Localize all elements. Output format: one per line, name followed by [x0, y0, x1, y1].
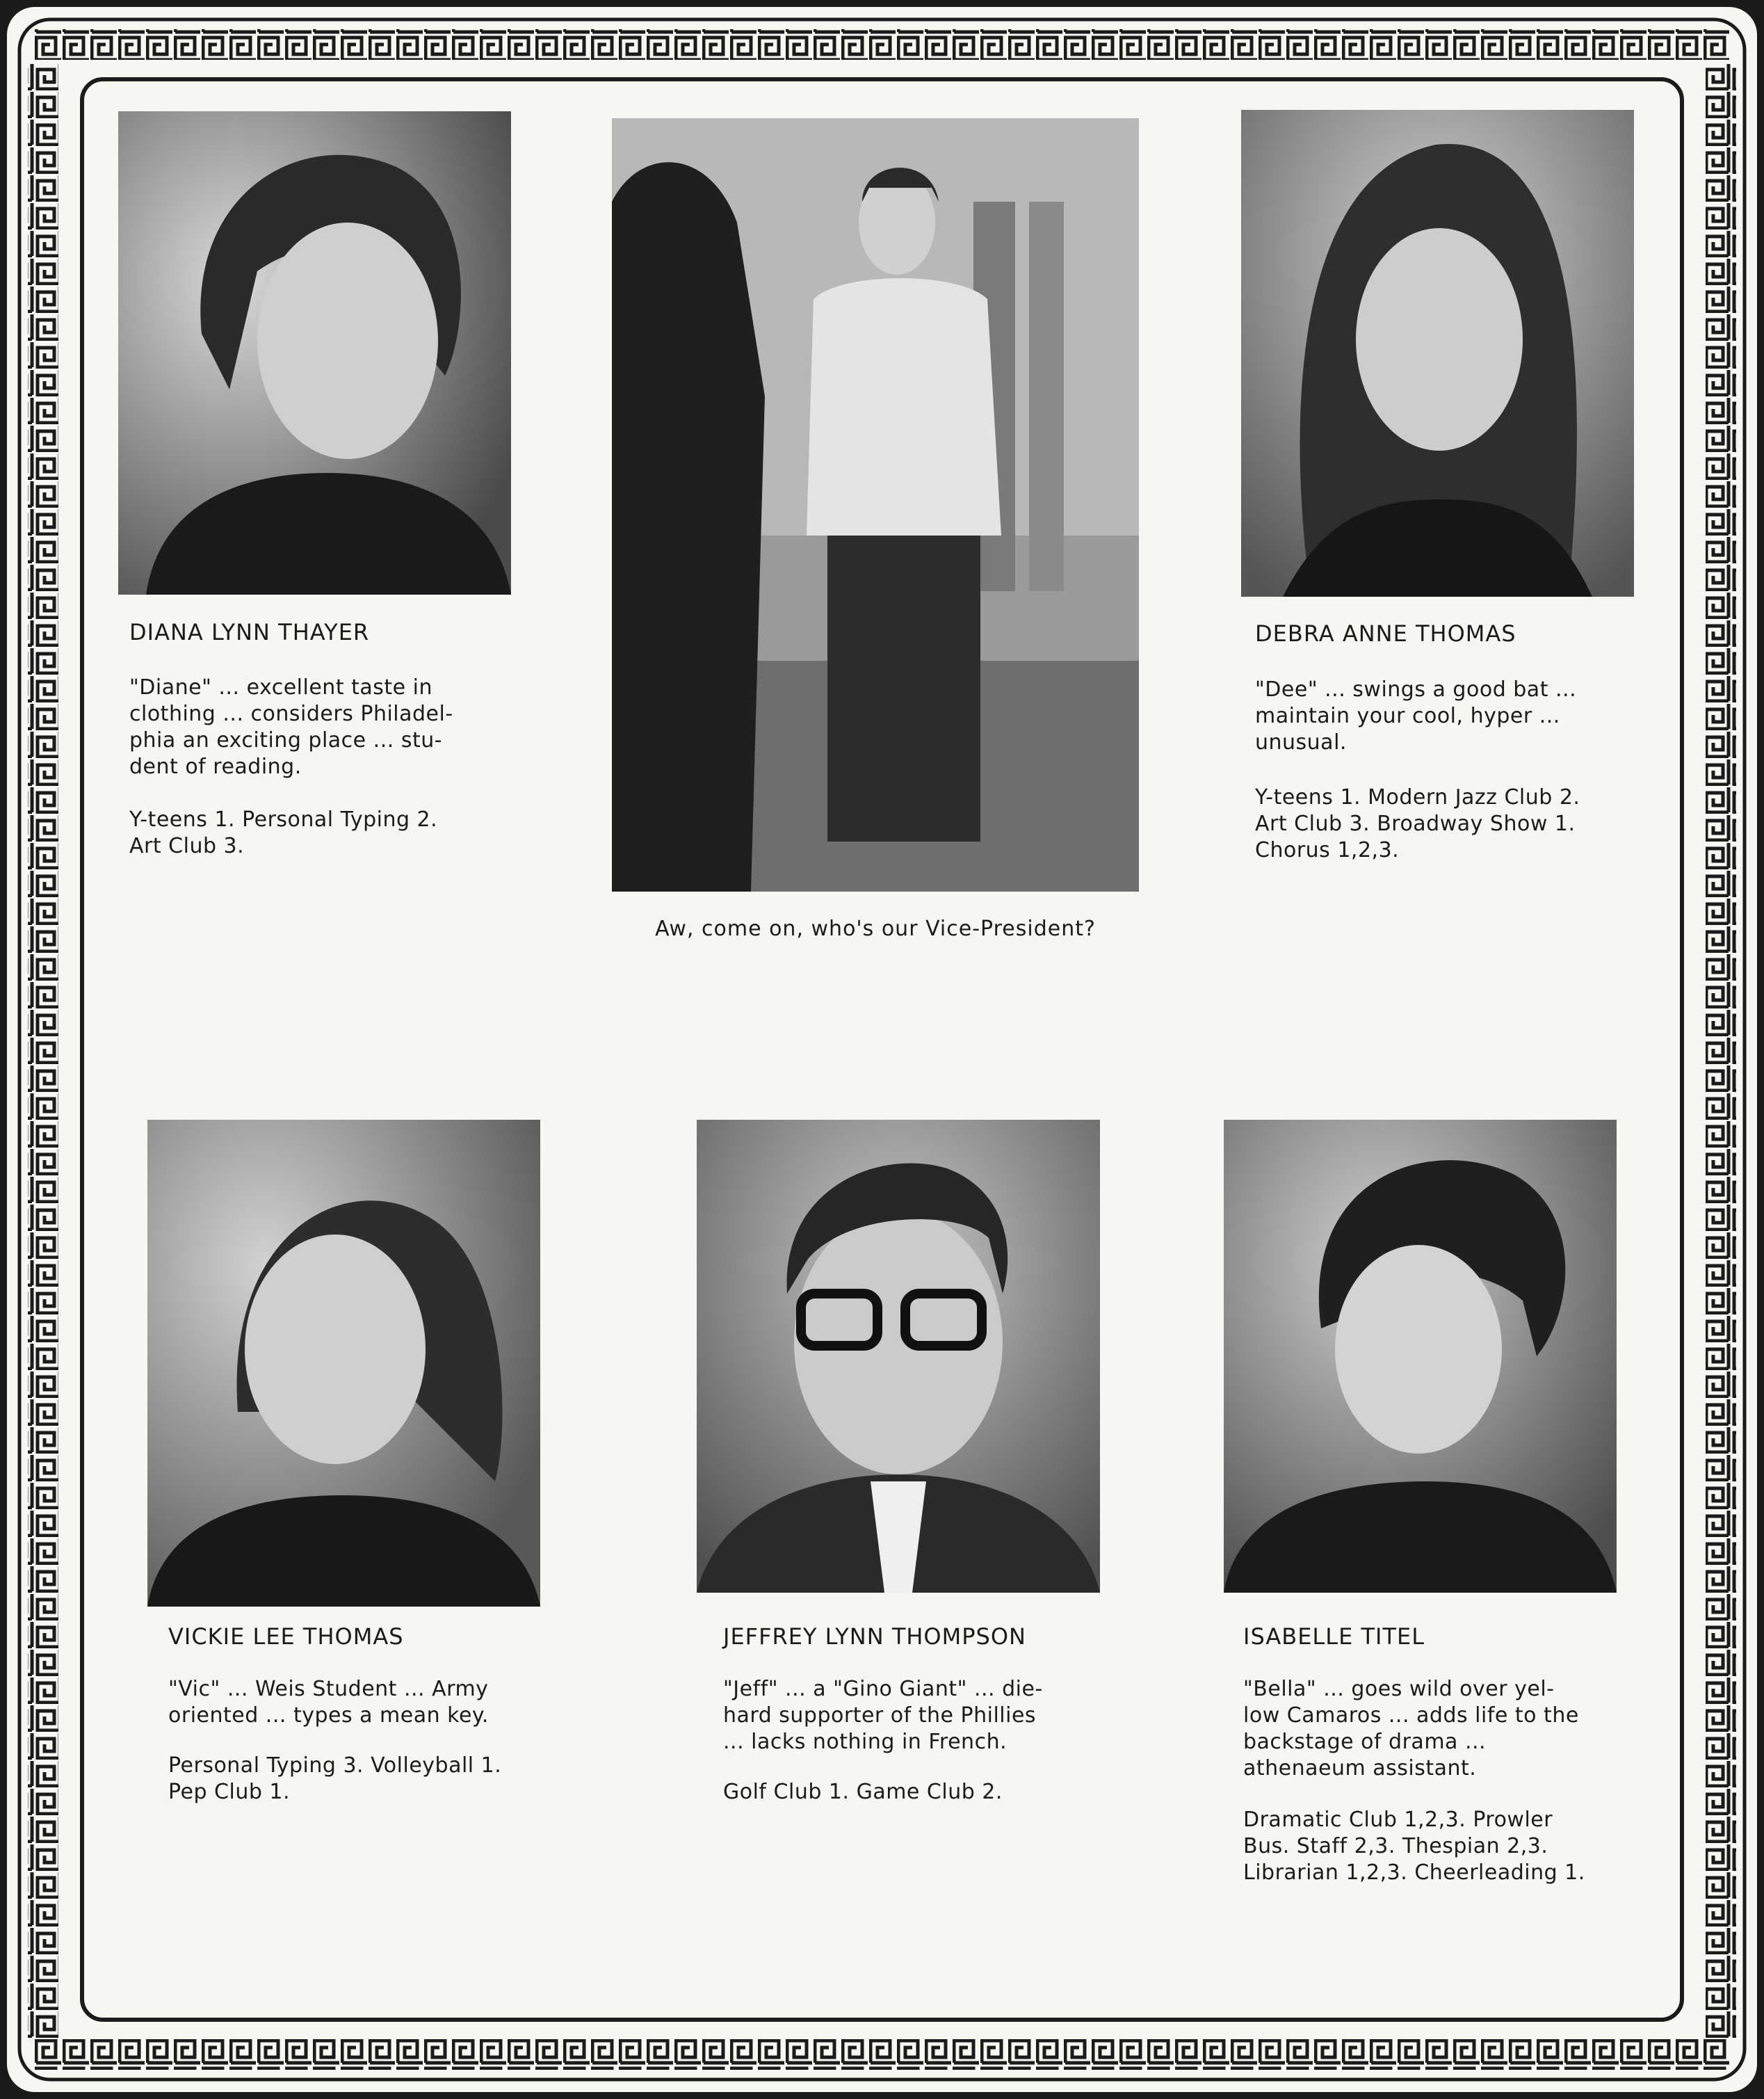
student-5-quote [1243, 1676, 1619, 1782]
student-2-photo [1241, 110, 1634, 597]
quote-line: "Diane" ... excellent taste in [129, 675, 432, 700]
quote-line: backstage of drama ... [1243, 1730, 1487, 1754]
student-4-quote [723, 1676, 1099, 1755]
quote-line: "Jeff" ... a "Gino Giant" ... die- [723, 1677, 1043, 1701]
quote-line: "Bella" ... goes wild over yel- [1243, 1677, 1555, 1701]
student-3-activities [168, 1753, 544, 1806]
quote-line: low Camaros ... adds life to the [1243, 1703, 1579, 1728]
student-3-quote [168, 1676, 544, 1729]
student-4-activities [723, 1779, 1099, 1806]
activity-line: Pep Club 1. [168, 1780, 291, 1804]
student-5-activities [1243, 1807, 1619, 1886]
quote-line: clothing ... considers Philadel- [129, 702, 453, 726]
quote-line: "Vic" ... Weis Student ... Army [168, 1677, 489, 1701]
student-5-name: ISABELLE TITEL [1243, 1623, 1425, 1650]
student-1-photo [118, 111, 511, 595]
student-2-name: DEBRA ANNE THOMAS [1255, 620, 1516, 647]
student-4-photo [697, 1120, 1100, 1593]
student-3-name: VICKIE LEE THOMAS [168, 1623, 404, 1650]
activity-line: Bus. Staff 2,3. Thespian 2,3. [1243, 1834, 1548, 1858]
quote-line: athenaeum assistant. [1243, 1756, 1477, 1780]
student-4-name: JEFFREY LYNN THOMPSON [723, 1623, 1026, 1650]
activity-line: Chorus 1,2,3. [1255, 838, 1400, 862]
quote-line: maintain your cool, hyper ... [1255, 704, 1560, 728]
activity-line: Dramatic Club 1,2,3. Prowler [1243, 1808, 1553, 1832]
yearbook-page [7, 7, 1757, 2092]
quote-line: unusual. [1255, 730, 1347, 755]
quote-line: oriented ... types a mean key. [168, 1703, 489, 1728]
activity-line: Librarian 1,2,3. Cheerleading 1. [1243, 1860, 1585, 1885]
student-2-quote [1255, 677, 1631, 756]
student-1-quote [129, 675, 505, 780]
student-1-activities [129, 807, 505, 860]
activity-line: Art Club 3. [129, 834, 245, 858]
student-3-photo [147, 1120, 540, 1607]
quote-line: "Dee" ... swings a good bat ... [1255, 677, 1577, 702]
quote-line: hard supporter of the Phillies [723, 1703, 1037, 1728]
quote-line: ... lacks nothing in French. [723, 1730, 1008, 1754]
candid-caption: Aw, come on, who's our Vice-President? [655, 917, 1096, 941]
activity-line: Art Club 3. Broadway Show 1. [1255, 812, 1576, 836]
student-1-name: DIANA LYNN THAYER [129, 619, 370, 645]
activity-line: Golf Club 1. Game Club 2. [723, 1780, 1003, 1804]
activity-line: Y-teens 1. Personal Typing 2. [129, 807, 438, 832]
activity-line: Personal Typing 3. Volleyball 1. [168, 1753, 502, 1778]
quote-line: dent of reading. [129, 755, 302, 779]
activity-line: Y-teens 1. Modern Jazz Club 2. [1255, 785, 1580, 810]
quote-line: phia an exciting place ... stu- [129, 728, 443, 753]
student-2-activities [1255, 785, 1631, 864]
student-5-photo [1224, 1120, 1617, 1593]
candid-photo [612, 118, 1139, 892]
